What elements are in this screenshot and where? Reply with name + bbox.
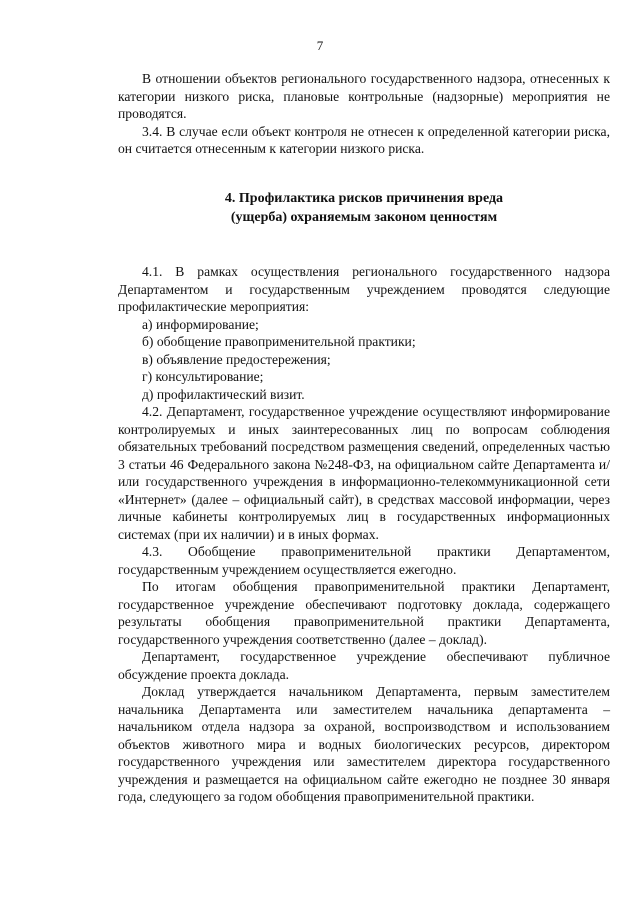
paragraph-low-risk: В отношении объектов регионального государственного надзора, отнесенных к категории низкого риска, плановые контрольные (надзорные) мероприятия не проводятся.	[118, 71, 610, 121]
list-item: б) обобщение правоприменительной практики;	[142, 334, 416, 349]
paragraph-4-3: 4.3. Обобщение правоприменительной практики Департаментом, государственным учреждением осуществляется ежегодно.	[118, 544, 610, 577]
section-3-tail	[118, 70, 610, 158]
paragraph-public-discussion: Департамент, государственное учреждение обеспечивают публичное обсуждение проекта доклада.	[118, 649, 610, 682]
list-item: д) профилактический визит.	[142, 386, 305, 402]
list-item: а) информирование;	[142, 316, 259, 332]
list-item: г) консультирование;	[142, 369, 264, 384]
list-item: в) объявление предостережения;	[142, 351, 331, 367]
paragraph-3-4: 3.4. В случае если объект контроля не отнесен к определенной категории риска, он считается отнесенным к категории низкого риска.	[118, 123, 610, 156]
section-4-heading	[118, 189, 610, 227]
page-number: 7	[316, 38, 324, 53]
paragraph-4-2: 4.2. Департамент, государственное учреждение осуществляют информирование контролируемых и иных заинтересованных лиц по вопросам соблюдения обязательных требований посредством размещения сведений, определенных частью 3 статьи 46 Федерального закона №248-ФЗ, на официальном сайте Департамента и/или государственного учреждения в информационно-телекоммуникационной сети «Интернет» (далее – официальный сайт), в средствах массовой информации, через личные кабинеты контролируемых лиц в государственных информационных системах (при их наличии) и в иных формах.	[118, 404, 610, 542]
heading-line-2: (ущерба) охраняемым законом ценностям	[230, 210, 498, 225]
paragraph-4-1: 4.1. В рамках осуществления регионального государственного надзора Департаментом и государственным учреждением проводятся следующие профилактические мероприятия:	[118, 264, 610, 314]
paragraph-results: По итогам обобщения правоприменительной практики Департамент, государственное учреждение обеспечивают подготовку доклада, содержащего результаты обобщения правоприменительной практики Департамента, государственного учреждения соответственно (далее – доклад).	[118, 579, 610, 647]
paragraph-approval: Доклад утверждается начальником Департамента, первым заместителем начальника Департамента или заместителем начальника департамента – начальником отдела надзора за охраной, воспроизводством и использованием объектов животного мира и водных биологических ресурсов, директором государственного учреждения или заместителем директора государственного учреждения и размещается на официальном сайте ежегодно не позднее 30 января года, следующего за годом обобщения правоприменительной практики.	[118, 684, 610, 804]
section-4-body	[118, 263, 610, 806]
heading-line-1: 4. Профилактика рисков причинения вреда	[224, 191, 504, 206]
